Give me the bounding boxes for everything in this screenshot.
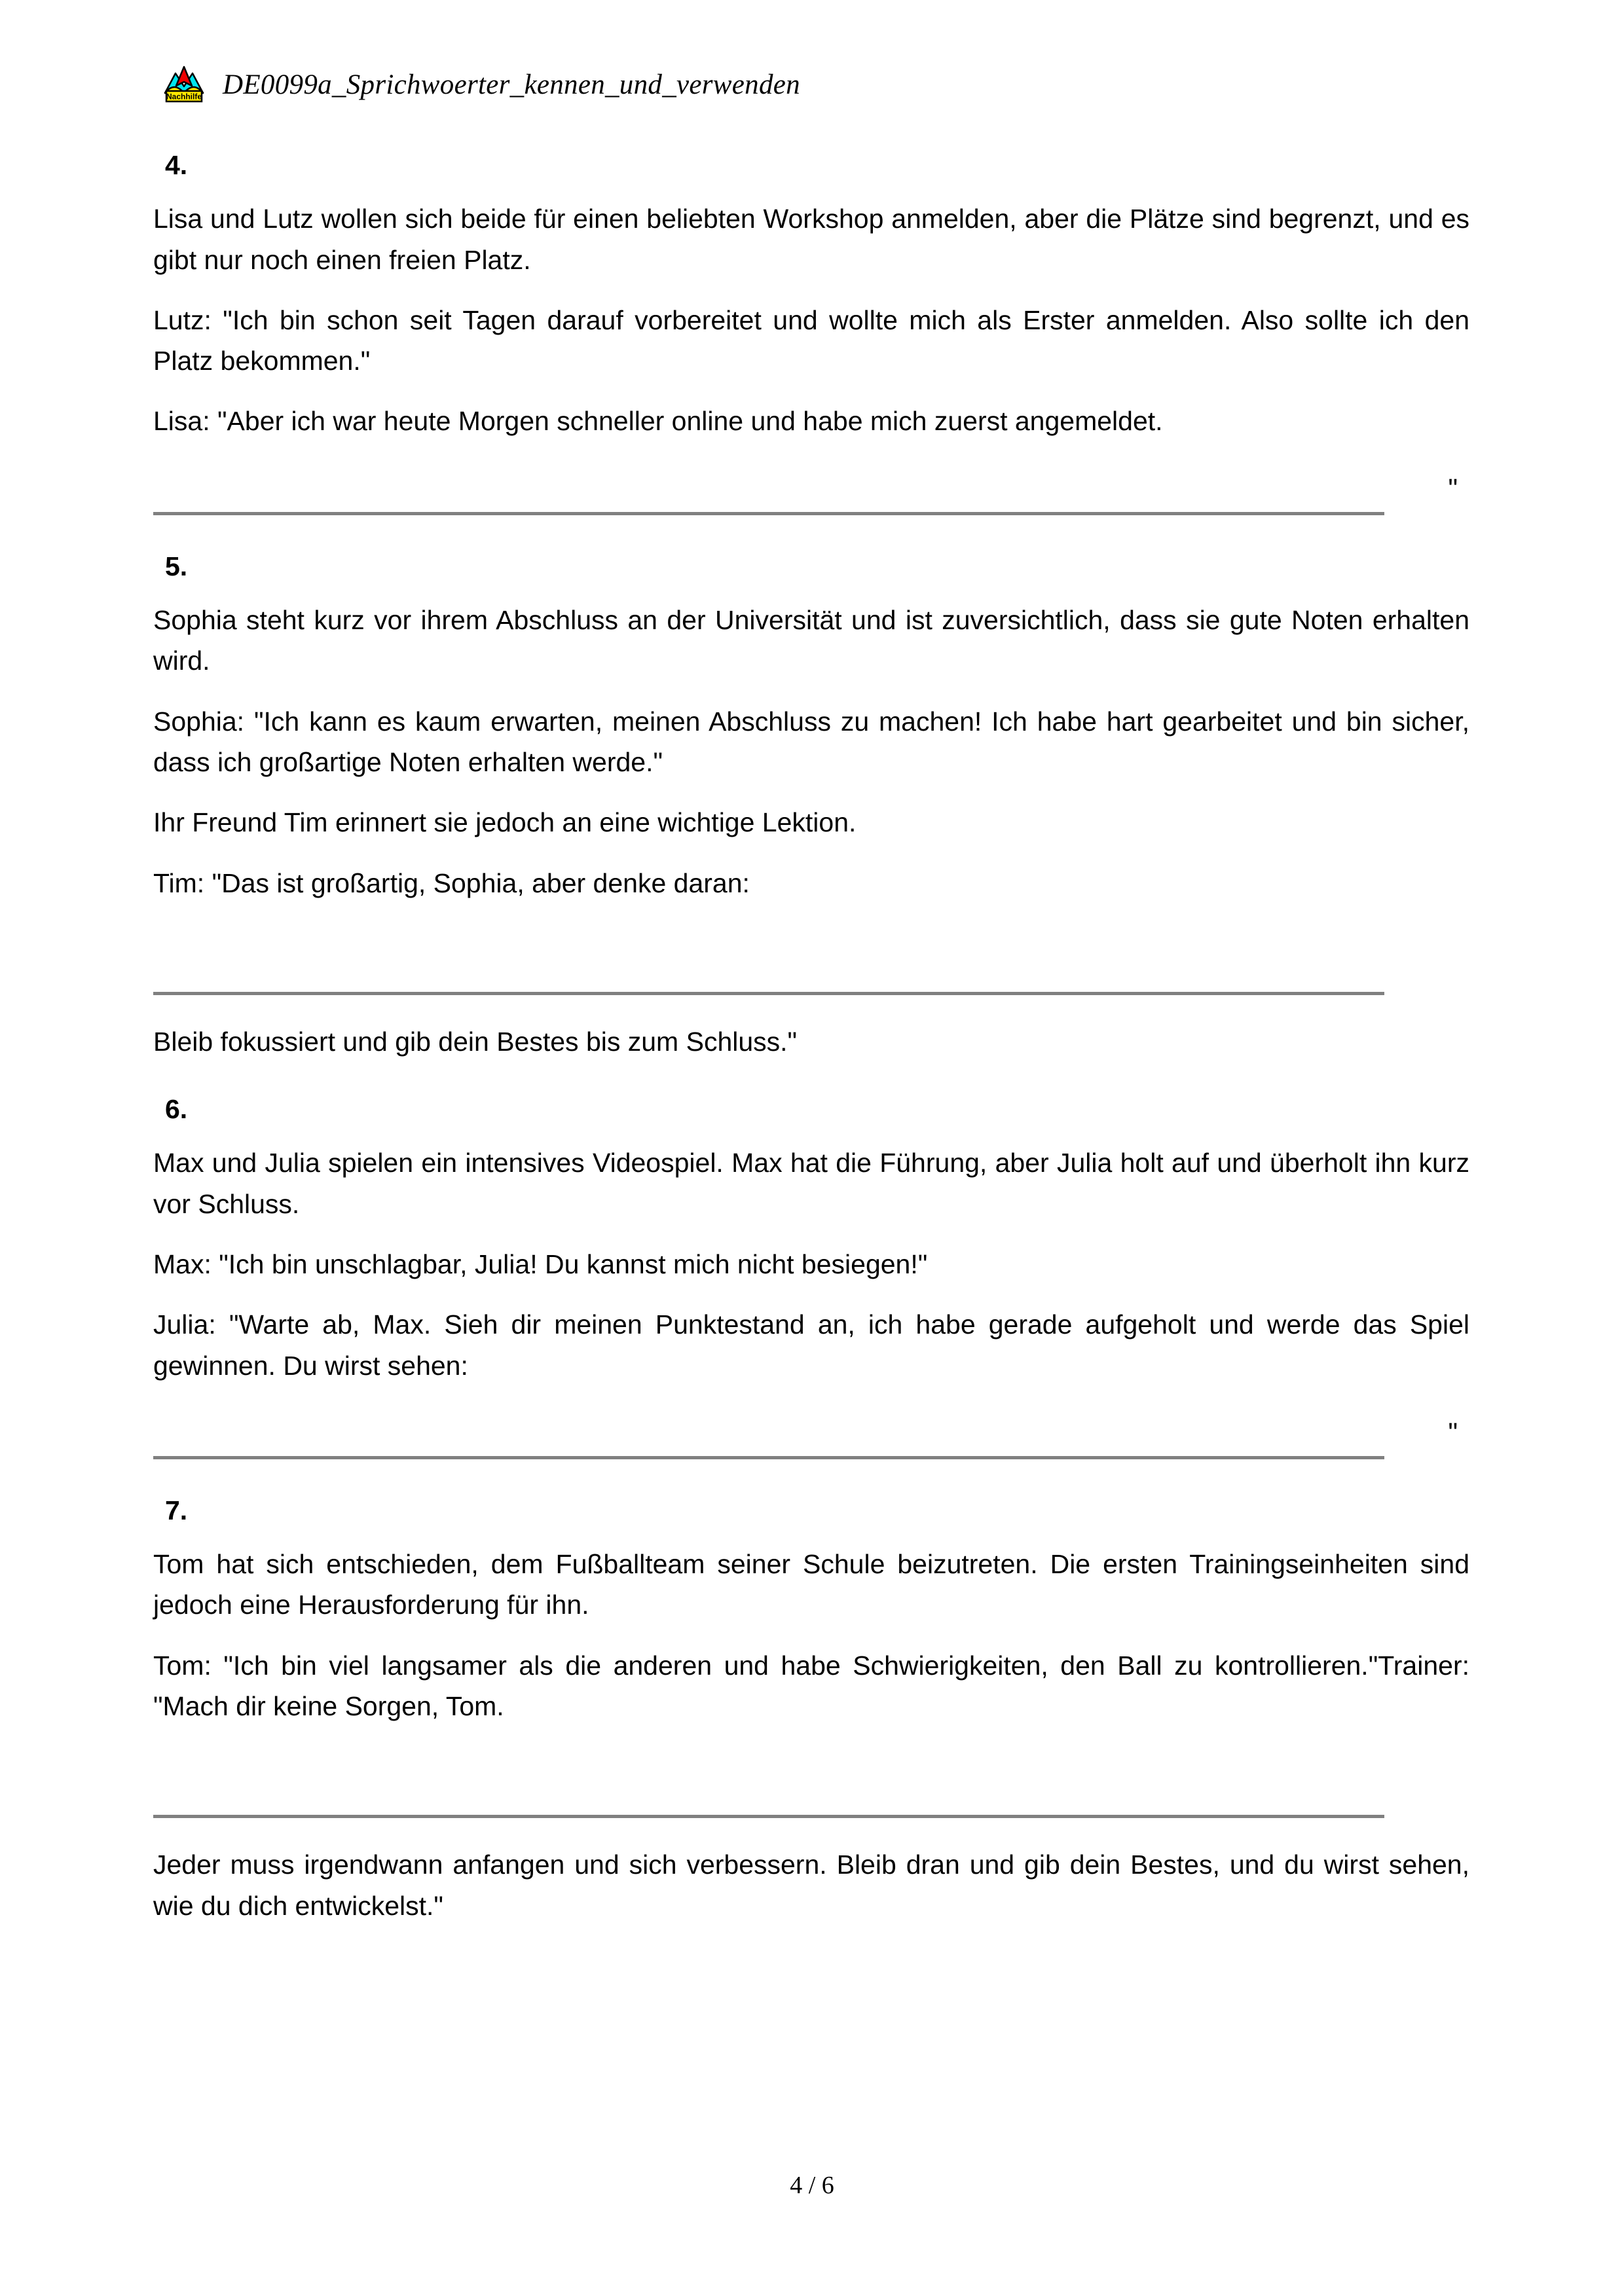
exercise-item [153, 149, 1469, 539]
exercise-paragraph: Sophia: "Ich kann es kaum erwarten, meinen Abschluss zu machen! Ich habe hart gearbeitet und bin sicher, dass ich großartige Noten erhalten werde." [153, 706, 1469, 777]
exercise-paragraph: Sophia steht kurz vor ihrem Abschluss an der Universität und ist zuversichtlich, dass sie gute Noten erhalten wird. [153, 604, 1469, 676]
answer-line-slot[interactable] [153, 923, 1469, 1021]
answer-rule[interactable] [153, 1815, 1384, 1818]
exercise-paragraph: Max und Julia spielen ein intensives Videospiel. Max hat die Führung, aber Julia holt auf und überholt ihn kurz vor Schluss. [153, 1148, 1469, 1219]
exercise-paragraph: Max: "Ich bin unschlagbar, Julia! Du kannst mich nicht besiegen!" [153, 1248, 928, 1279]
answer-line-slot[interactable] [153, 1746, 1469, 1844]
answer-rule[interactable] [153, 1456, 1384, 1459]
exercise-paragraph: Tom hat sich entschieden, dem Fußballteam seiner Schule beizutreten. Die ersten Trainingseinheiten sind jedoch eine Herausforderung für ihn. [153, 1549, 1469, 1620]
exercise-paragraph: Tim: "Das ist großartig, Sophia, aber denke daran: [153, 867, 750, 898]
page-indicator: 4 / 6 [790, 2172, 834, 2199]
document-body [153, 149, 1469, 1946]
answer-rule[interactable] [153, 512, 1384, 515]
exercise-number: 7. [165, 1495, 188, 1525]
exercise-item [153, 1093, 1469, 1483]
answer-line-slot[interactable] [153, 1406, 1469, 1483]
exercise-item [153, 1495, 1469, 1926]
document-title: DE0099a_Sprichwoerter_kennen_und_verwenden [223, 69, 800, 100]
exercise-number: 5. [165, 551, 188, 581]
page-footer [0, 2171, 1624, 2200]
answer-line-slot[interactable] [153, 462, 1469, 539]
exercise-item [153, 551, 1469, 1062]
exercise-paragraph: Lisa und Lutz wollen sich beide für einen beliebten Workshop anmelden, aber die Plätze sind begrenzt, und es gibt nur noch einen freien Platz. [153, 204, 1469, 275]
exercise-paragraph: Lisa: "Aber ich war heute Morgen schneller online und habe mich zuerst angemeldet. [153, 406, 1163, 437]
exercise-paragraph: Jeder muss irgendwann anfangen und sich verbessern. Bleib dran und gib dein Bestes, und du wirst sehen, wie du dich entwickelst." [153, 1850, 1469, 1921]
document-header [162, 64, 800, 105]
exercise-paragraph: Tom: "Ich bin viel langsamer als die anderen und habe Schwierigkeiten, den Ball zu kontrollieren."Trainer: "Mach dir keine Sorgen, Tom. [153, 1650, 1469, 1721]
nachhilfe-mountain-logo-icon [162, 64, 206, 105]
closing-quote-mark: " [1448, 473, 1458, 503]
exercise-paragraph: Julia: "Warte ab, Max. Sieh dir meinen Punktestand an, ich habe gerade aufgeholt und werde das Spiel gewinnen. Du wirst sehen: [153, 1309, 1469, 1381]
exercise-number: 6. [165, 1094, 188, 1125]
exercise-paragraph: Bleib fokussiert und gib dein Bestes bis zum Schluss." [153, 1026, 798, 1057]
exercise-paragraph: Ihr Freund Tim erinnert sie jedoch an eine wichtige Lektion. [153, 807, 857, 838]
closing-quote-mark: " [1448, 1417, 1458, 1448]
svg-text:Nachhilfe: Nachhilfe [166, 92, 202, 101]
exercise-paragraph: Lutz: "Ich bin schon seit Tagen darauf vorbereitet und wollte mich als Erster anmelden. Also sollte ich den Platz bekommen." [153, 304, 1469, 376]
exercise-number: 4. [165, 150, 188, 180]
answer-rule[interactable] [153, 992, 1384, 995]
